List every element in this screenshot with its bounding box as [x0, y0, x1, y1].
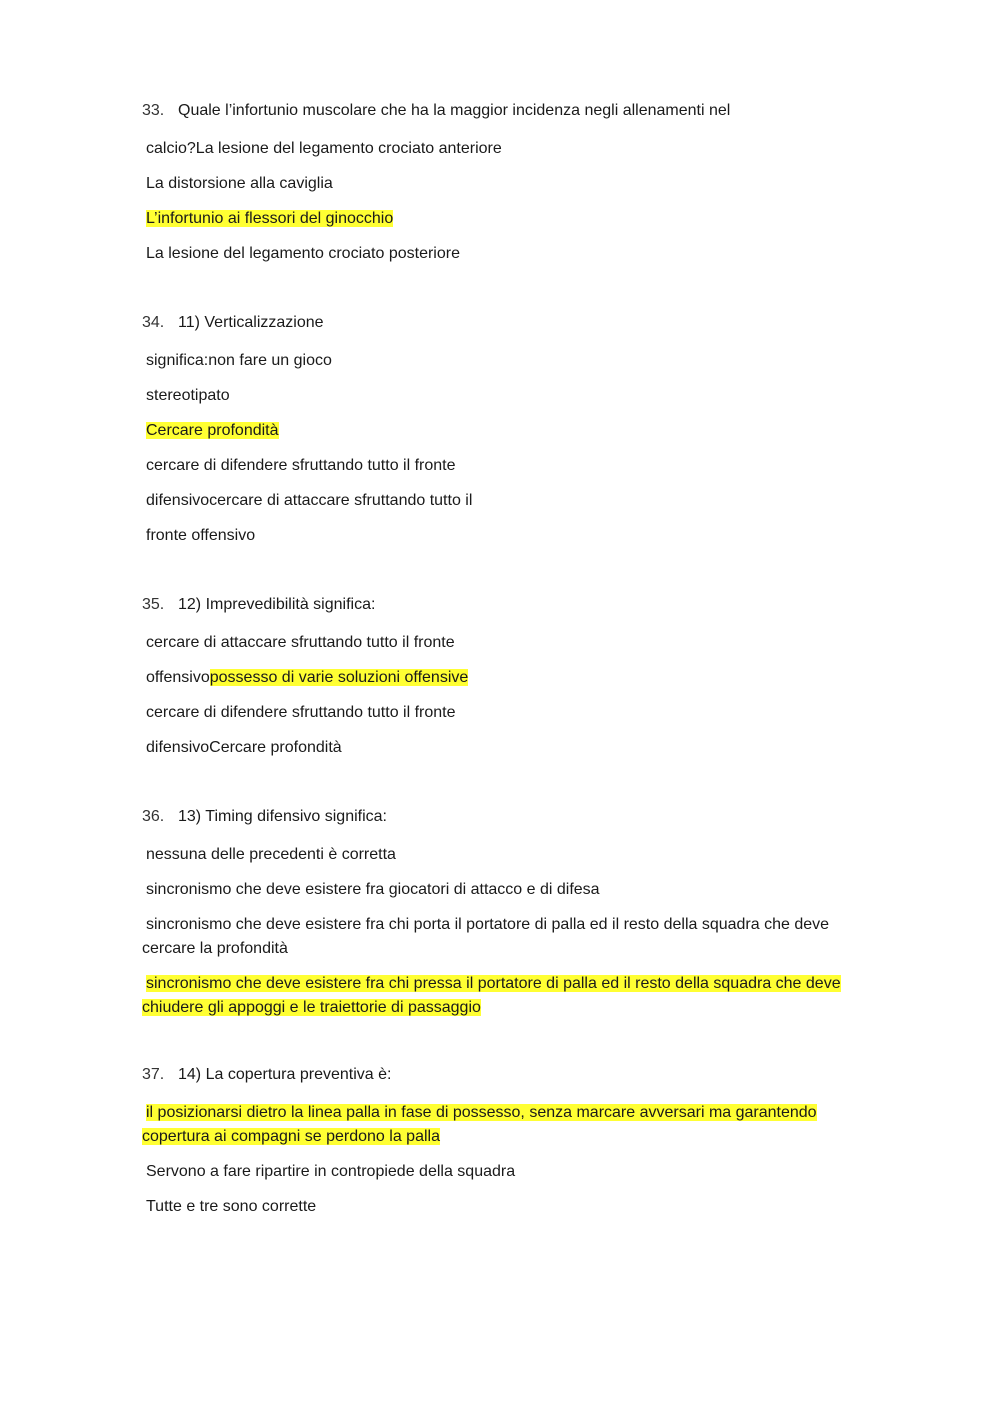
answer-option: difensivoCercare profondità: [146, 739, 342, 756]
answer-option-highlighted: il posizionarsi dietro la linea palla in fase di possesso, senza marcare avversari ma garantendo copertura ai compagni se perdono la palla: [142, 1104, 817, 1145]
answer-option-highlighted: Cercare profondità: [146, 422, 279, 439]
answer-option: difensivocercare di attaccare sfruttando tutto il: [146, 492, 473, 509]
answer-option: nessuna delle precedenti è corretta: [146, 846, 396, 863]
question-title: 12) Imprevedibilità significa:: [178, 596, 376, 613]
question-36: [142, 808, 872, 1020]
question-header: [142, 102, 872, 126]
answer-option: La lesione del legamento crociato posteriore: [146, 245, 460, 262]
question-header: [142, 314, 872, 338]
question-title: 13) Timing difensivo significa:: [178, 808, 387, 825]
question-header: [142, 596, 872, 620]
question-number: 33.: [142, 102, 165, 119]
answer-option-highlighted: sincronismo che deve esistere fra chi pressa il portatore di palla ed il resto della squadra che deve chiudere gli appoggi e le traiettorie di passaggio: [142, 975, 841, 1016]
answer-option: Servono a fare ripartire in contropiede della squadra: [146, 1163, 516, 1180]
answer-option: sincronismo che deve esistere fra giocatori di attacco e di difesa: [146, 881, 600, 898]
question-35: [142, 596, 872, 760]
question-33: [142, 102, 872, 266]
question-header: [142, 1066, 872, 1090]
answer-option: sincronismo che deve esistere fra chi porta il portatore di palla ed il resto della squadra che deve cercare la profondità: [142, 916, 830, 957]
question-number: 36.: [142, 808, 165, 825]
answer-option: offensivo: [146, 669, 210, 686]
answer-option: significa:non fare un gioco: [146, 352, 332, 369]
question-number: 37.: [142, 1066, 165, 1083]
answer-option: stereotipato: [146, 387, 230, 404]
question-37: [142, 1066, 872, 1219]
answer-option-highlighted: L’infortunio ai flessori del ginocchio: [146, 210, 394, 227]
question-number: 35.: [142, 596, 165, 613]
question-number: 34.: [142, 314, 165, 331]
answer-option: cercare di difendere sfruttando tutto il fronte: [146, 704, 456, 721]
question-title: 14) La copertura preventiva è:: [178, 1066, 392, 1083]
answer-option: cercare di difendere sfruttando tutto il fronte: [146, 457, 456, 474]
answer-option: La distorsione alla caviglia: [146, 175, 333, 192]
question-34: [142, 314, 872, 548]
question-title: Quale l’infortunio muscolare che ha la maggior incidenza negli allenamenti nel: [178, 102, 731, 119]
question-title: 11) Verticalizzazione: [178, 314, 324, 331]
answer-option: calcio?La lesione del legamento crociato anteriore: [146, 140, 502, 157]
answer-option: fronte offensivo: [146, 527, 256, 544]
answer-option: cercare di attaccare sfruttando tutto il fronte: [146, 634, 455, 651]
question-header: [142, 808, 872, 832]
answer-option: Tutte e tre sono corrette: [146, 1198, 317, 1215]
answer-option-highlighted: possesso di varie soluzioni offensive: [209, 669, 469, 686]
